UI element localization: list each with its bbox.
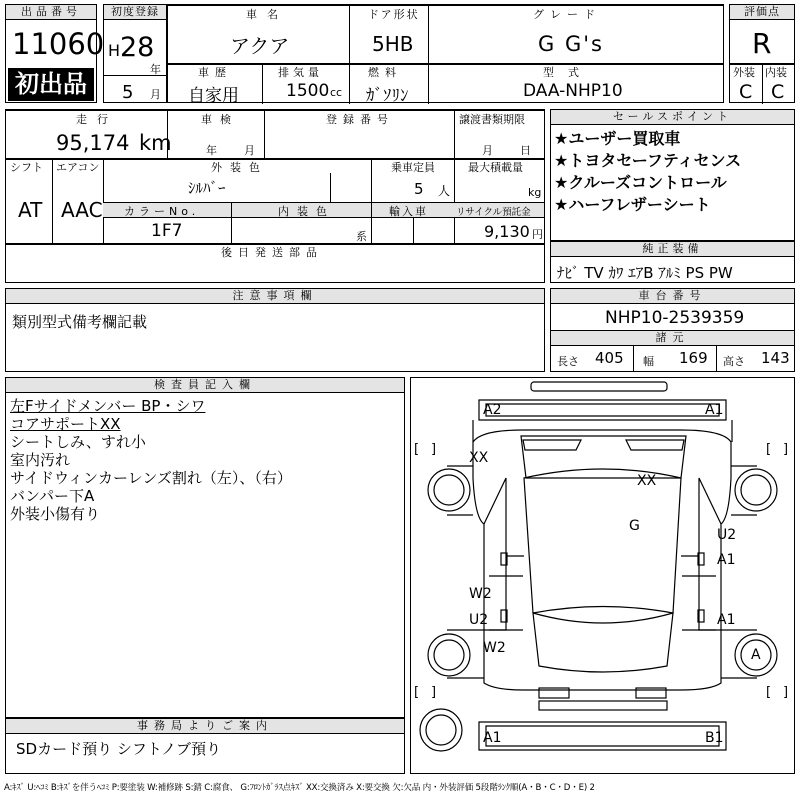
recycle-unit: 円 — [532, 228, 543, 241]
sales-point: ★ハーフレザーシート — [554, 195, 711, 214]
recycle-amount: 9,130 — [484, 222, 530, 241]
damage-mark: XX — [469, 450, 489, 466]
ext-grade: C — [739, 81, 753, 103]
mileage-unit: km — [139, 131, 172, 155]
svg-text:]: ] — [783, 442, 789, 457]
notes-label: 注意事項欄 — [6, 289, 544, 304]
car-diagram — [410, 377, 795, 774]
height: 143 — [761, 349, 790, 367]
inspector-lines — [10, 397, 292, 523]
int-label: 内装 — [765, 66, 787, 79]
damage-mark: W2 — [469, 586, 492, 602]
chassis-box — [550, 288, 795, 372]
color-label: 外装色 — [211, 161, 268, 174]
inspector-line: 左Fサイドメンバー BP・シワ — [10, 397, 206, 415]
mileage: 95,174 — [56, 131, 130, 155]
lot-box — [5, 4, 105, 103]
svg-text:]: ] — [783, 685, 789, 700]
history-label: 車歴 — [198, 66, 232, 79]
damage-mark: A — [751, 647, 761, 663]
width: 169 — [679, 349, 708, 367]
fuel-label: 燃料 — [368, 66, 402, 79]
model-label: 型式 — [543, 66, 593, 79]
dims-label: 諸元 — [551, 330, 794, 346]
chassis-label: 車台番号 — [551, 289, 794, 304]
inspector-line: 室内汚れ — [10, 451, 71, 469]
int-color-unit: 系 — [356, 230, 367, 243]
damage-mark: A1 — [705, 402, 724, 418]
load-label: 最大積載量 — [468, 161, 523, 174]
insp-year-unit: 年 — [206, 144, 217, 157]
score: R — [752, 27, 772, 60]
inspector-line: 外装小傷有り — [10, 505, 101, 523]
grade-label: グレード — [533, 8, 601, 21]
capacity: 5 — [414, 180, 424, 198]
plate-label: 登録番号 — [326, 113, 394, 126]
damage-mark: A1 — [717, 552, 736, 568]
color-no-label: カラーNo. — [124, 205, 200, 218]
lot-label: 出品番号 — [6, 5, 96, 20]
svg-text:[: [ — [766, 685, 772, 700]
recycle-label: リサイクル預託金 — [456, 207, 531, 218]
height-label: 高さ — [723, 355, 745, 368]
damage-mark: U2 — [469, 612, 489, 628]
insp-month-unit: 月 — [244, 144, 255, 157]
reg-label: 初度登録 — [104, 5, 166, 20]
equipment-label: 純正装備 — [551, 242, 794, 257]
office-text: SDカード預り シフトノブ預り — [16, 740, 221, 758]
equipment-list: ﾅﾋﾞ TV ｶﾜ ｴｱB ｱﾙﾐ PS PW — [557, 264, 733, 282]
svg-text:]: ] — [431, 685, 437, 700]
damage-mark: U2 — [717, 527, 737, 543]
int-grade: C — [771, 81, 785, 103]
transfer-month-unit: 月 — [482, 144, 493, 157]
history: 自家用 — [188, 86, 239, 106]
lot-number: 11060 — [12, 27, 105, 61]
inspector-label: 検査員記入欄 — [6, 378, 404, 393]
inspector-box — [5, 377, 405, 718]
month-unit: 月 — [150, 88, 161, 101]
sales-point: ★ユーザー買取車 — [554, 129, 681, 148]
model: DAA-NHP10 — [523, 81, 623, 101]
int-color-label: 内装色 — [278, 205, 335, 218]
era: H — [108, 41, 121, 60]
ac-label: エアコン — [56, 161, 100, 174]
ac: AAC — [61, 198, 103, 222]
chassis-number: NHP10-2539359 — [605, 308, 745, 328]
import-label: 輸入車 — [389, 205, 428, 218]
inspector-line: バンパー下A — [10, 487, 95, 505]
year-unit: 年 — [150, 63, 161, 76]
damage-mark: A1 — [483, 730, 502, 746]
svg-text:[: [ — [766, 442, 772, 457]
notes-text: 類別型式備考欄記載 — [12, 313, 148, 331]
sales-points-label: セールスポイント — [551, 110, 794, 125]
grade: G G's — [538, 32, 604, 56]
damage-mark: A2 — [483, 402, 502, 418]
damage-mark: A1 — [717, 612, 736, 628]
sales-points-list — [554, 128, 741, 216]
capacity-label: 乗車定員 — [391, 161, 435, 174]
shift: AT — [18, 198, 43, 222]
sales-points-box — [550, 109, 795, 241]
mileage-label: 走行 — [76, 113, 118, 126]
fuel: ｶﾞｿﾘﾝ — [366, 86, 409, 106]
name-label: 車名 — [246, 8, 288, 21]
damage-mark: XX — [637, 473, 657, 489]
later-parts-label: 後日発送部品 — [221, 246, 323, 259]
score-box — [729, 4, 795, 103]
spec-box — [167, 4, 724, 106]
office-box — [5, 718, 405, 774]
equipment-box — [550, 241, 795, 283]
disp-label: 排気量 — [278, 66, 323, 79]
inspector-line: シートしみ、すれ小 — [10, 433, 146, 451]
displacement: 1500 — [286, 81, 330, 101]
damage-mark: W2 — [483, 640, 506, 656]
svg-text:[: [ — [414, 685, 420, 700]
legend-footer: A:ｷｽﾞ U:ﾍｺﾐ B:ｷｽﾞを伴うﾍｺﾐ P:要塗装 W:補修跡 S:錆 C:腐食、 G:ﾌﾛﾝﾄｶﾞﾗｽ点ｷｽﾞ XX:交換済み X:要交換 欠:欠品 内・外装評価 5段階ﾗﾝｸ順(A・B・C・D・E) 2 — [4, 783, 595, 793]
svg-text:[: [ — [414, 442, 420, 457]
width-label: 幅 — [643, 355, 654, 368]
score-label: 評価点 — [730, 5, 794, 20]
color-no: 1F7 — [151, 221, 183, 241]
door-label: ドア形状 — [368, 8, 420, 21]
sales-point: ★トヨタセーフティセンス — [554, 151, 742, 170]
ext-label: 外装 — [733, 66, 755, 79]
svg-text:]: ] — [431, 442, 437, 457]
damage-mark: B1 — [705, 730, 724, 746]
damage-mark: G — [629, 518, 640, 534]
inspector-line: サイドウィンカーレンズ割れ（左）、（右） — [10, 469, 292, 487]
shift-label: シフト — [10, 161, 43, 174]
color: ｼﾙﾊﾞｰ — [188, 179, 226, 197]
notes-box — [5, 288, 545, 372]
door-type: 5HB — [372, 32, 414, 56]
first-listing-badge: 初出品 — [8, 68, 94, 101]
inspector-line: コアサポートXX — [10, 415, 121, 433]
car-name: アクア — [230, 34, 290, 58]
sales-point: ★クルーズコントロール — [554, 173, 727, 192]
reg-month: 5 — [122, 82, 134, 103]
transfer-label: 譲渡書類期限 — [459, 113, 525, 126]
capacity-unit: 人 — [438, 184, 451, 198]
details-box — [5, 109, 545, 283]
transfer-day-unit: 日 — [520, 144, 531, 157]
registration-box — [103, 4, 167, 103]
office-label: 事務局よりご案内 — [6, 719, 404, 734]
inspection-label: 車検 — [201, 113, 239, 126]
length-label: 長さ — [557, 355, 579, 368]
load-unit: kg — [528, 186, 542, 199]
disp-unit: cc — [330, 86, 343, 99]
length: 405 — [595, 349, 624, 367]
reg-year: 28 — [120, 32, 155, 63]
